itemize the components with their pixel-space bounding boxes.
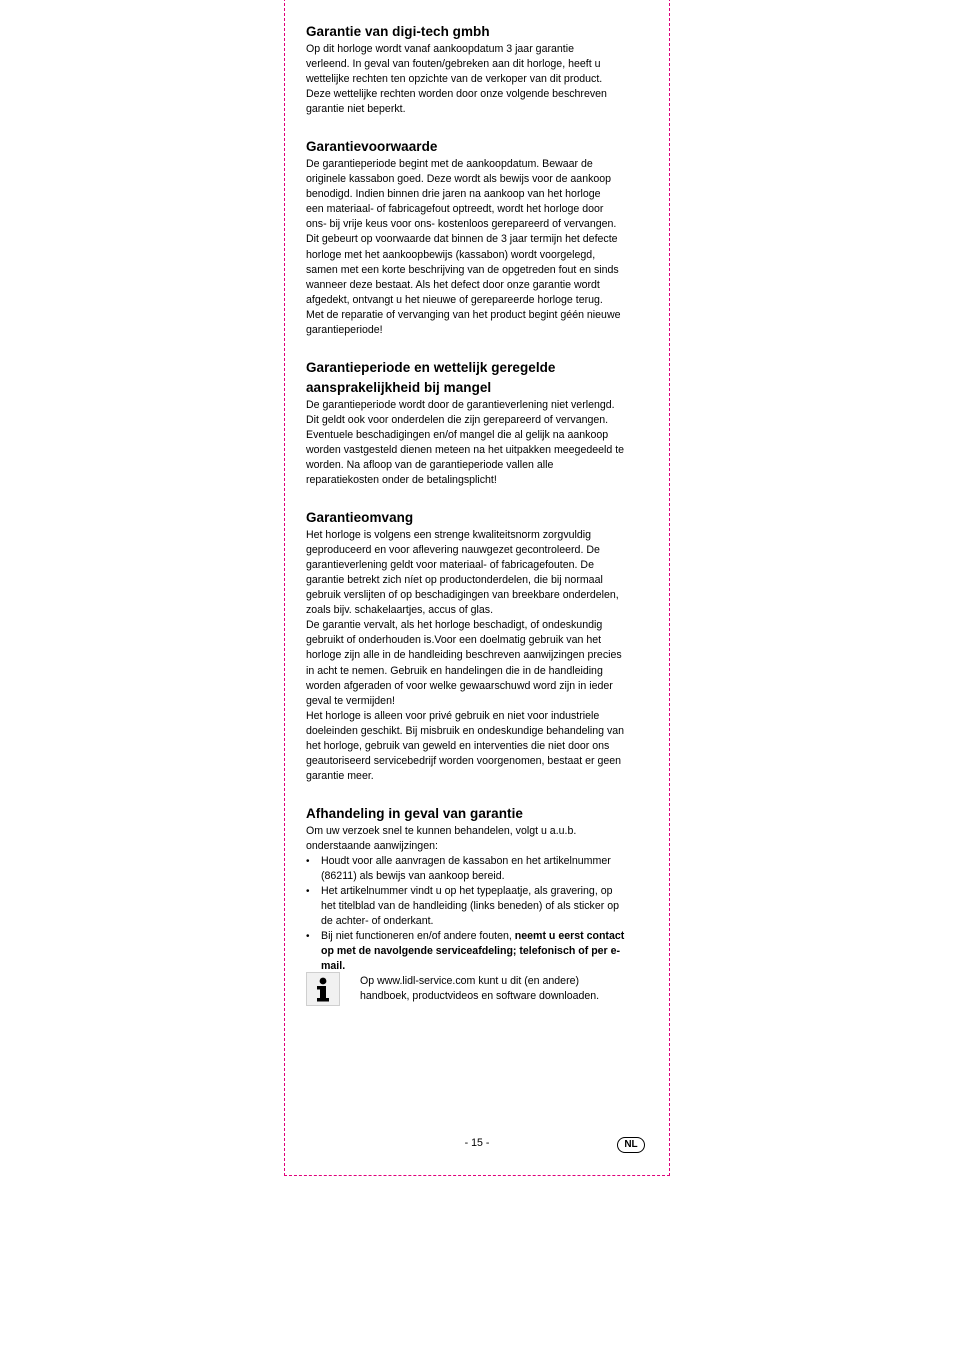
text-line: gebruik verslijten of op beschadigingen van breekbare onderdelen,	[306, 589, 619, 602]
section-body-omvang	[306, 528, 648, 784]
text-line: Op dit horloge wordt vanaf aankoopdatum 3 jaar garantie	[306, 43, 574, 55]
text-line: Dit geldt ook voor onderdelen die zijn gerepareerd of vervangen.	[306, 413, 609, 426]
text-line: verleend. In geval van fouten/gebreken aan dit horloge, heeft u	[306, 58, 601, 71]
text-line: De garantie vervalt, als het horloge beschadigt, of ondeskundig	[306, 619, 603, 632]
list-item	[306, 854, 648, 884]
section-title-periode-line1: Garantieperiode en wettelijk geregelde	[306, 359, 556, 375]
bullet-icon: •	[306, 931, 310, 943]
text-line: Het horloge is alleen voor privé gebruik en niet voor industriele	[306, 709, 600, 722]
text-line: afgedekt, ontvangt u het nieuwe of gerepareerde horloge terug.	[306, 293, 603, 306]
list-item	[306, 929, 648, 974]
section-periode	[306, 358, 648, 488]
text-line: worden. Na afloop van de garantieperiode vallen alle	[306, 458, 554, 471]
section-omvang	[306, 508, 648, 784]
list-item-line: Houdt voor alle aanvragen de kassabon en het artikelnummer	[321, 854, 611, 867]
info-icon	[306, 972, 340, 1006]
info-text-line: Op www.lidl-service.com kunt u dit (en andere)	[360, 975, 580, 987]
text-line: De garantieperiode begint met de aankoopdatum. Bewaar de	[306, 158, 593, 171]
list-item-line	[321, 929, 648, 944]
text-line: worden vastgesteld dienen meteen na het uitpakken meegedeeld te	[306, 443, 625, 456]
info-text	[360, 974, 650, 1004]
text-line: benodigd. Indien binnen drie jaren na aankoop van het horloge	[306, 188, 601, 201]
info-text-line: handboek, productvideos en software downloaden.	[360, 990, 600, 1003]
page-content	[306, 22, 648, 994]
text-line: originele kassabon goed. Deze wordt als bewijs voor de aankoop	[306, 173, 612, 186]
text-line: zoals bijv. schakelaartjes, accus of glas.	[306, 604, 494, 617]
text-line: horloge met het aankoopbewijs (kassabon) wordt voorgelegd,	[306, 248, 596, 261]
instruction-list	[306, 854, 648, 974]
text-line: garantie niet beperkt.	[306, 103, 406, 116]
section-title-garantie: Garantie van digi-tech gmbh	[306, 24, 490, 39]
text-line: wettelijke rechten ten opzichte van de verkoper van dit product.	[306, 73, 603, 86]
list-item-line: Het artikelnummer vindt u op het typeplaatje, als gravering, op	[321, 885, 613, 898]
list-item-line: het titelblad van de handleiding (links beneden) of als sticker op	[321, 900, 619, 913]
text-line: Eventuele beschadigingen en/of mangel die al gelijk na aankoop	[306, 428, 609, 441]
text-line: garantieperiode!	[306, 323, 383, 336]
section-body-afhandeling	[306, 824, 648, 974]
text-line: Deze wettelijke rechten worden door onze volgende beschreven	[306, 88, 607, 101]
text-line: wanneer deze bestaat. Als het defect door onze garantie wordt	[306, 278, 600, 291]
text-line: doeleinden geschikt. Bij misbruik en ondeskundige behandeling van	[306, 724, 625, 737]
text-line: geautoriseerd servicebedrijf worden voorgenomen, bestaat er geen	[306, 754, 622, 767]
bullet-icon: •	[306, 886, 310, 898]
text-line: worden afgeraden of voor welke gewaarschuwd word zijn in ieder	[306, 679, 613, 692]
section-body-periode	[306, 398, 648, 488]
page-number: - 15 -	[464, 1137, 490, 1149]
list-item-line: (86211) als bewijs van aankoop bereid.	[321, 870, 505, 883]
info-box	[306, 972, 648, 1012]
text-line: Om uw verzoek snel te kunnen behandelen, volgt u a.u.b.	[306, 824, 577, 837]
text-line: horloge zijn alle in de handleiding beschreven aanwijzingen precies	[306, 649, 622, 662]
list-item	[306, 884, 648, 929]
text-line: in acht te nemen. Gebruik en handelingen die in de handleiding	[306, 664, 603, 677]
bullet-icon: •	[306, 855, 310, 867]
text-line: geproduceerd en voor aflevering nauwgezet gecontroleerd. De	[306, 544, 600, 557]
text-line: een materiaal- of fabricagefout optreedt, wordt het horloge door	[306, 203, 604, 216]
list-item-text: Bij niet functioneren en/of andere fouten,	[321, 930, 515, 943]
text-line: Dit gebeurt op voorwaarde dat binnen de 3 jaar termijn het defecte	[306, 233, 618, 246]
section-title-afhandeling: Afhandeling in geval van garantie	[306, 805, 523, 821]
text-line: De garantieperiode wordt door de garantieverlening niet verlengd.	[306, 398, 615, 411]
text-line: geval te vermijden!	[306, 694, 395, 707]
list-item-line: de achter- of onderkant.	[321, 915, 434, 928]
info-icon-graphic	[307, 973, 339, 1005]
text-line: garantie meer.	[306, 769, 374, 782]
text-line: samen met een korte beschrijving van de opgetreden fout en sinds	[306, 263, 619, 276]
text-line: reparatiekosten onder de betalingsplicht!	[306, 474, 497, 487]
text-line: garantie betrekt zich níet op productonderdelen, die bij normaal	[306, 574, 603, 587]
text-line: Met de reparatie of vervanging van het product begint géén nieuwe	[306, 308, 621, 321]
list-item-bold-text: op met de navolgende serviceafdeling; telefonisch of per e-	[321, 945, 621, 958]
section-title-omvang: Garantieomvang	[306, 510, 414, 526]
language-badge: NL	[617, 1137, 645, 1153]
text-line: het horloge, gebruik van geweld en interventies die niet door ons	[306, 739, 610, 752]
list-item-bold-text: mail.	[321, 960, 346, 973]
section-title-periode	[306, 358, 648, 398]
text-line: garantieverlening geldt voor materiaal- of fabricagefouten. De	[306, 559, 594, 572]
text-line: Het horloge is volgens een strenge kwaliteitsnorm zorgvuldig	[306, 529, 592, 542]
text-line: ons- bij vrije keus voor ons- kostenloos gerepareerd of vervangen.	[306, 218, 617, 231]
section-garantie	[306, 22, 648, 117]
list-item-bold-text: neemt u eerst contact	[514, 930, 625, 943]
section-body-voorwaarde	[306, 157, 648, 338]
text-line: gebruikt of onderhouden is.Voor een doelmatig gebruik van het	[306, 634, 602, 647]
section-title-voorwaarde: Garantievoorwaarde	[306, 139, 438, 155]
section-afhandeling	[306, 804, 648, 974]
section-title-periode-line2: aansprakelijkheid bij mangel	[306, 379, 492, 395]
section-voorwaarde	[306, 137, 648, 338]
section-body-garantie	[306, 42, 648, 117]
text-line: onderstaande aanwijzingen:	[306, 839, 438, 852]
